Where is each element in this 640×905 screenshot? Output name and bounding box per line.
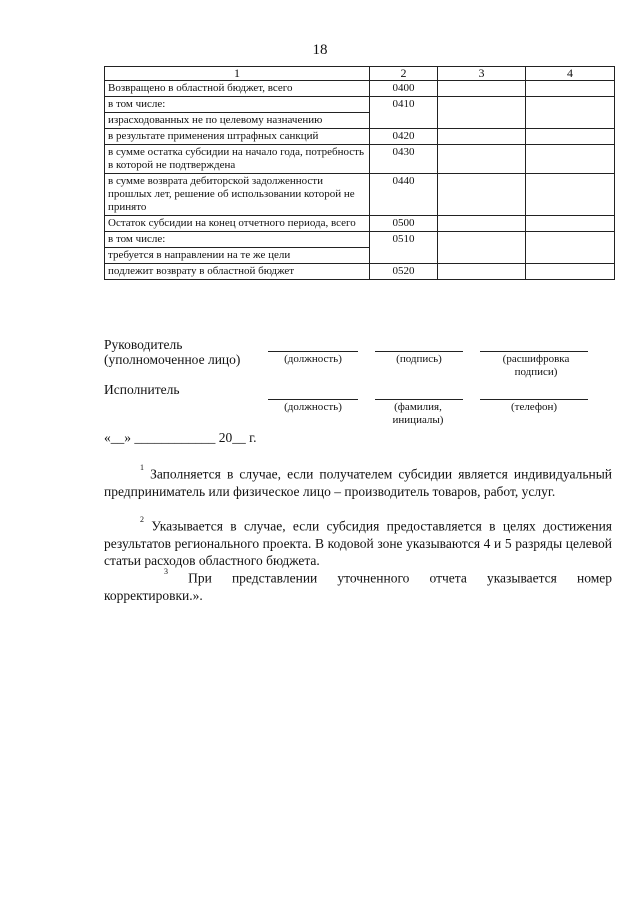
value-cell	[438, 97, 526, 113]
row-code: 0520	[370, 264, 438, 280]
header-cell: 4	[526, 67, 615, 81]
value-cell	[526, 129, 615, 145]
value-cell	[526, 216, 615, 232]
footnote-2-mark: 2	[140, 515, 144, 524]
footnote-1-text: Заполняется в случае, если получателем субсидии является индивидуальный предприниматель или физическое лицо – производитель товаров, работ, услуг.	[104, 466, 612, 499]
row-code	[370, 113, 438, 129]
value-cell	[526, 174, 615, 216]
value-cell	[526, 248, 615, 264]
row-code: 0400	[370, 81, 438, 97]
head-position-line	[268, 351, 358, 352]
row-label: подлежит возврату в областной бюджет	[105, 264, 370, 280]
row-label: израсходованных не по целевому назначению	[105, 113, 370, 129]
value-cell	[438, 248, 526, 264]
row-label: требуется в направлении на те же цели	[105, 248, 370, 264]
footnote-2	[104, 514, 612, 569]
date-line: «__» ____________ 20__ г.	[104, 430, 257, 445]
report-table	[104, 66, 615, 280]
value-cell	[438, 174, 526, 216]
table-row	[105, 145, 615, 174]
footnote-3-text: При представлении уточненного отчета указывается номер корректировки.».	[104, 570, 612, 603]
page-number: 18	[312, 42, 328, 58]
value-cell	[526, 97, 615, 113]
value-cell	[526, 81, 615, 97]
row-code: 0510	[370, 232, 438, 248]
table-row	[105, 97, 615, 113]
row-code	[370, 248, 438, 264]
head-label: Руководитель	[104, 337, 183, 352]
row-code: 0420	[370, 129, 438, 145]
table-row	[105, 174, 615, 216]
value-cell	[438, 232, 526, 248]
table-row	[105, 232, 615, 248]
row-code: 0440	[370, 174, 438, 216]
value-cell	[438, 81, 526, 97]
executor-label: Исполнитель	[104, 382, 180, 397]
row-label: Возвращено в областной бюджет, всего	[105, 81, 370, 97]
head-signature-caption: (подпись)	[396, 353, 442, 365]
table-row	[105, 81, 615, 97]
row-label: Остаток субсидии на конец отчетного периода, всего	[105, 216, 370, 232]
exec-position-line	[268, 399, 358, 400]
table-row	[105, 113, 615, 129]
value-cell	[438, 145, 526, 174]
row-label: в результате применения штрафных санкций	[105, 129, 370, 145]
value-cell	[438, 216, 526, 232]
footnote-3	[104, 566, 612, 604]
head-decoding-caption: (расшифровка подписи)	[502, 353, 570, 378]
head-authority-label: (уполномоченное лицо)	[104, 352, 241, 367]
table-row	[105, 264, 615, 280]
value-cell	[526, 264, 615, 280]
exec-name-line	[375, 399, 463, 400]
row-label: в сумме остатка субсидии на начало года, потребность в которой не подтверждена	[105, 145, 370, 174]
table-row	[105, 248, 615, 264]
row-label: в сумме возврата дебиторской задолженности прошлых лет, решение об использовании которой не принято	[105, 174, 370, 216]
header-cell: 2	[370, 67, 438, 81]
footnote-3-mark: 3	[164, 567, 168, 576]
header-cell: 1	[105, 67, 370, 81]
table-row	[105, 216, 615, 232]
value-cell	[438, 264, 526, 280]
footnote-1-mark: 1	[140, 463, 144, 472]
head-position-caption: (должность)	[284, 353, 342, 365]
row-code: 0500	[370, 216, 438, 232]
value-cell	[438, 113, 526, 129]
head-signature-line	[375, 351, 463, 352]
table-header-row	[105, 67, 615, 81]
exec-phone-line	[480, 399, 588, 400]
value-cell	[526, 145, 615, 174]
footnote-1	[104, 462, 612, 500]
row-label: в том числе:	[105, 232, 370, 248]
header-cell: 3	[438, 67, 526, 81]
value-cell	[526, 113, 615, 129]
footnote-2-text: Указывается в случае, если субсидия предоставляется в целях достижения результатов регионального проекта. В кодовой зоне указываются 4 и 5 разряды целевой статьи расходов областного бюджета.	[104, 518, 612, 568]
table-row	[105, 129, 615, 145]
row-label: в том числе:	[105, 97, 370, 113]
value-cell	[438, 129, 526, 145]
exec-position-caption: (должность)	[284, 401, 342, 413]
head-decoding-line	[480, 351, 588, 352]
row-code: 0410	[370, 97, 438, 113]
exec-phone-caption: (телефон)	[510, 401, 558, 413]
row-code: 0430	[370, 145, 438, 174]
value-cell	[526, 232, 615, 248]
exec-name-caption: (фамилия, инициалы)	[392, 401, 444, 426]
